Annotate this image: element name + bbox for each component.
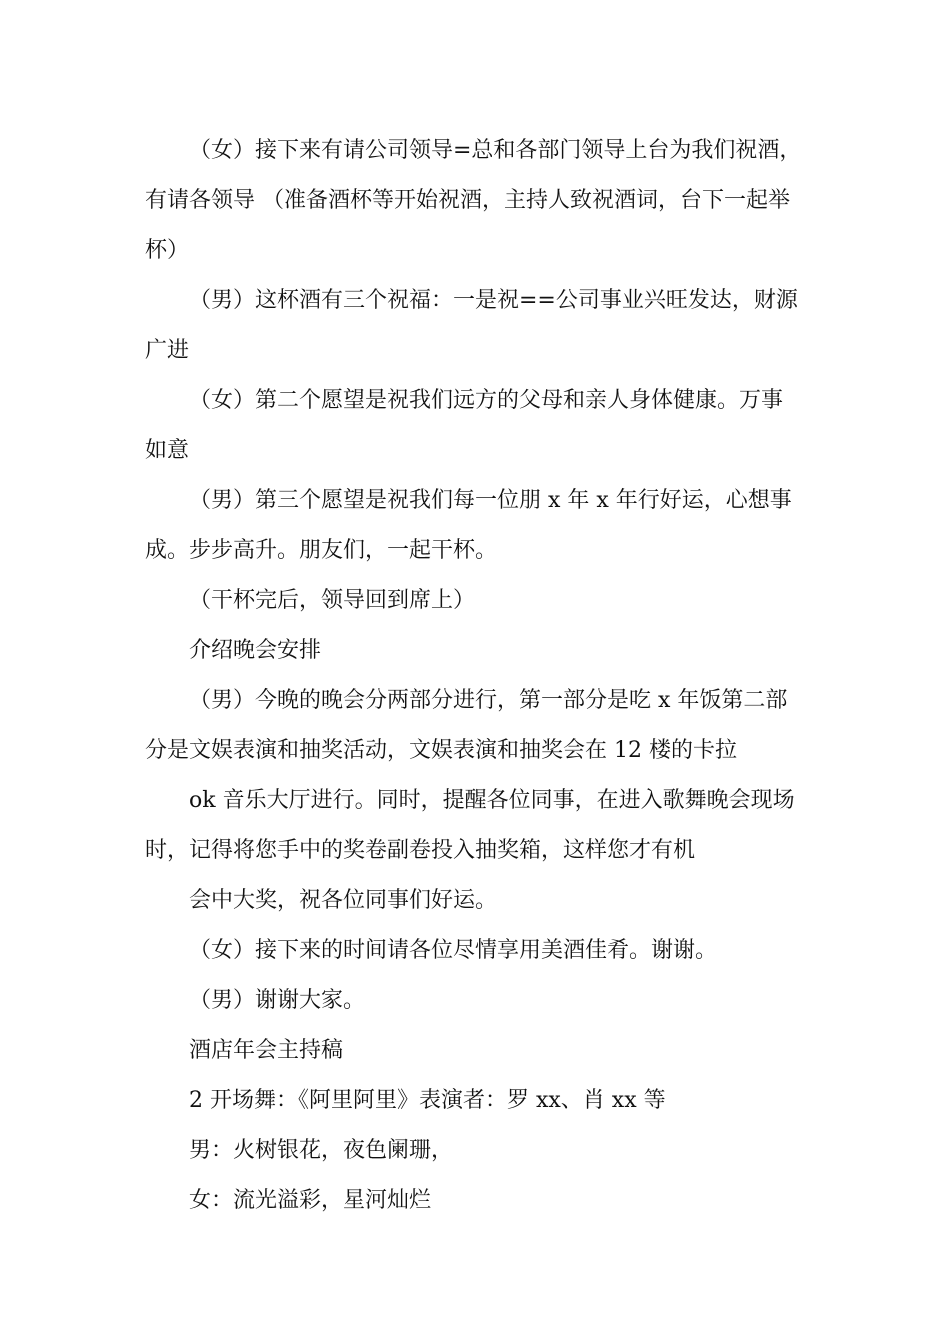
text-line: 如意 — [145, 438, 190, 463]
paragraph — [145, 1076, 810, 1126]
text-line: 分是文娱表演和抽奖活动，文娱表演和抽奖会在 12 楼的卡拉 — [145, 738, 737, 763]
text-line: （男）谢谢大家。 — [189, 988, 366, 1013]
paragraph — [145, 776, 810, 876]
paragraph — [145, 876, 810, 926]
section-heading — [145, 1026, 810, 1076]
text-line: （女）第二个愿望是祝我们远方的父母和亲人身体健康。万事 — [189, 388, 784, 413]
paragraph — [145, 126, 810, 276]
text-line: （女）接下来的时间请各位尽情享用美酒佳肴。谢谢。 — [189, 938, 718, 963]
paragraph — [145, 976, 810, 1026]
text-line: 时，记得将您手中的奖卷副卷投入抽奖箱，这样您才有机 — [145, 838, 696, 863]
text-line: 有请各领导 （准备酒杯等开始祝酒，主持人致祝酒词，台下一起举 — [145, 188, 790, 213]
text-line: （男）第三个愿望是祝我们每一位朋 x 年 x 年行好运，心想事 — [189, 488, 792, 513]
document-body — [145, 126, 810, 1226]
text-line: 女：流光溢彩，星河灿烂 — [189, 1188, 432, 1213]
text-line: 2 开场舞：《阿里阿里》表演者：罗 xx、肖 xx 等 — [189, 1088, 666, 1113]
paragraph — [145, 676, 810, 776]
paragraph — [145, 376, 810, 476]
text-line: 介绍晚会安排 — [189, 638, 322, 663]
paragraph — [145, 1126, 810, 1176]
text-line: 成。步步高升。朋友们，一起干杯。 — [145, 538, 498, 563]
text-line: 广进 — [145, 338, 190, 363]
text-line: （女）接下来有请公司领导=总和各部门领导上台为我们祝酒， — [189, 138, 802, 163]
paragraph — [145, 276, 810, 376]
text-line: 男：火树银花，夜色阑珊， — [189, 1138, 454, 1163]
paragraph — [145, 926, 810, 976]
text-line: （男）这杯酒有三个祝福：一是祝==公司事业兴旺发达，财源 — [189, 288, 798, 313]
text-line: 酒店年会主持稿 — [189, 1038, 344, 1063]
paragraph — [145, 476, 810, 576]
section-heading — [145, 626, 810, 676]
text-line: ok 音乐大厅进行。同时，提醒各位同事，在进入歌舞晚会现场 — [189, 788, 795, 813]
paragraph — [145, 576, 810, 626]
text-line: 会中大奖，祝各位同事们好运。 — [189, 888, 498, 913]
text-line: （男）今晚的晚会分两部分进行，第一部分是吃 x 年饭第二部 — [189, 688, 788, 713]
text-line: 杯） — [145, 238, 190, 263]
paragraph — [145, 1176, 810, 1226]
text-line: （干杯完后，领导回到席上） — [189, 588, 476, 613]
